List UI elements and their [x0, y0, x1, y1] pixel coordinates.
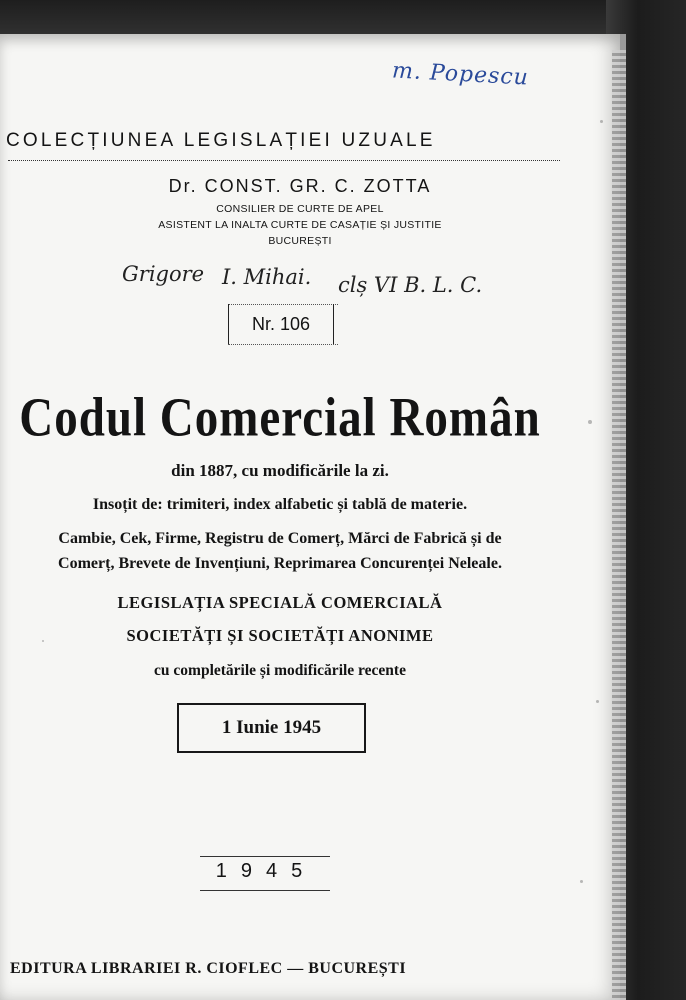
year-rule-bottom [200, 890, 330, 891]
series-title: COLECȚIUNEA LEGISLAȚIEI UZUALE [6, 130, 436, 151]
subtitle-line-4: Comerț, Brevete de Invențiuni, Reprimarea Concurenței Neleale. [58, 555, 502, 572]
scan-speck [42, 640, 44, 642]
author-name: Dr. CONST. GR. C. ZOTTA [168, 176, 432, 196]
author-title-2: ASISTENT LA INALTA CURTE DE CASAȚIE ȘI JUSTITIE [158, 219, 442, 231]
page-edge-stack [612, 50, 626, 1000]
subtitle-line-6: SOCIETĂȚI ȘI SOCIETĂȚI ANONIME [126, 626, 434, 645]
main-title: Codul Comercial Român [19, 387, 541, 449]
author-city: BUCUREȘTI [268, 235, 332, 247]
subtitle-line-3: Cambie, Cek, Firme, Registru de Comerț, Mărci de Fabrică și de [58, 530, 502, 547]
dotted-divider [8, 160, 560, 162]
handwritten-signature-right: clș VI B. L. C. [338, 273, 483, 297]
handwritten-signature-left: Grigore [122, 262, 205, 286]
scan-speck [596, 700, 599, 703]
subtitle-line-5: LEGISLAȚIA SPECIALĂ COMERCIALĂ [117, 593, 443, 612]
scan-speck [600, 120, 603, 123]
year-rule-top [200, 856, 330, 857]
volume-number-text: Nr. 106 [251, 313, 311, 334]
publisher-line: EDITURA LIBRARIEI R. CIOFLEC — BUCUREȘTI [10, 960, 407, 977]
edition-date: 1 Iunie 1945 [221, 717, 322, 738]
subtitle-line-7: cu completările și modificările recente [154, 662, 406, 679]
scan-speck [588, 420, 592, 424]
author-title-1: CONSILIER DE CURTE DE APEL [216, 203, 384, 215]
publication-year: 1945 [215, 860, 317, 882]
handwritten-note-top: m. Popescu [391, 58, 530, 91]
edition-date-box [177, 703, 366, 753]
volume-number [228, 304, 334, 344]
subtitle-line-1: din 1887, cu modificările la zi. [171, 461, 389, 480]
handwritten-signature-mid: I. Mihai. [222, 265, 312, 289]
scan-speck [580, 880, 583, 883]
number-box-bottom-rule [228, 344, 338, 345]
subtitle-line-2: Insoțit de: trimiteri, index alfabetic și tablă de materie. [92, 496, 468, 513]
